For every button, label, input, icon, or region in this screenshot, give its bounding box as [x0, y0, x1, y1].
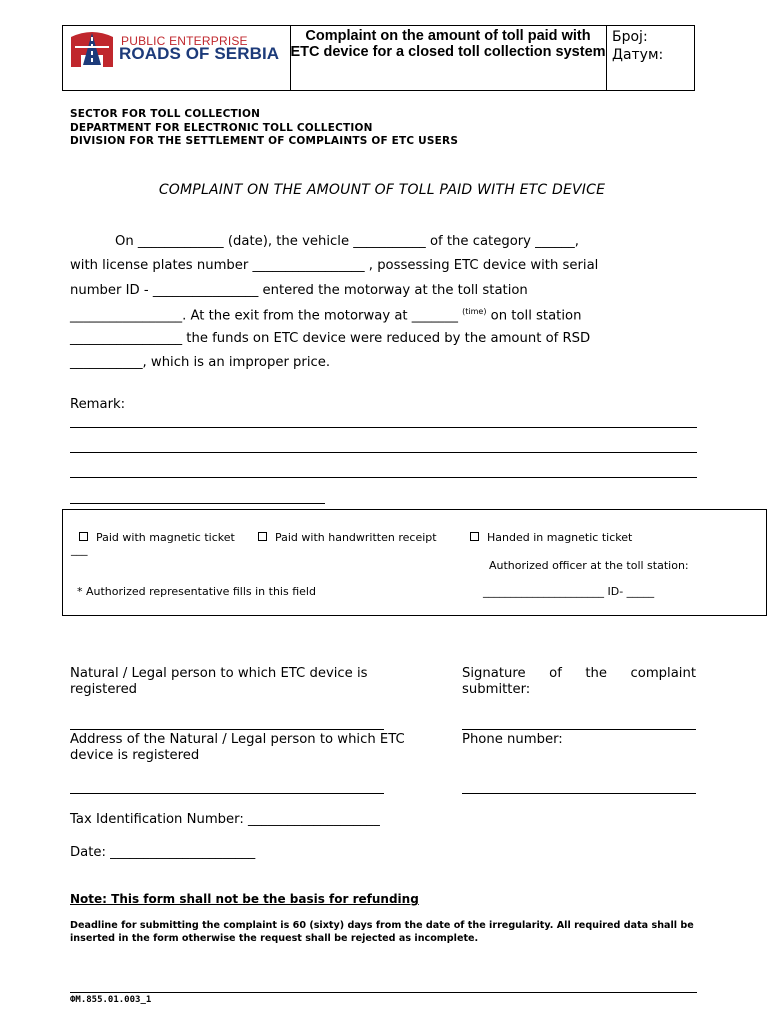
option-handwritten-receipt[interactable]: Paid with handwritten receipt	[258, 531, 437, 544]
signature-label: Signature of the complaint submitter:	[462, 666, 696, 697]
date-label: Датум:	[612, 47, 664, 63]
form-code: ФМ.855.01.003_1	[70, 995, 152, 1005]
officer-id-line[interactable]: ______________________ ID- _____	[483, 585, 655, 598]
date-field[interactable]: Date: ______________________	[70, 845, 256, 860]
owner-line[interactable]	[70, 729, 384, 730]
remark-line-4[interactable]	[70, 503, 325, 504]
option-magnetic-ticket[interactable]: Paid with magnetic ticket	[79, 531, 235, 544]
address-line[interactable]	[70, 793, 384, 794]
time-superscript: (time)	[462, 307, 487, 316]
phone-label: Phone number:	[462, 732, 563, 747]
body-line-6: ___________, which is an improper price.	[70, 355, 331, 370]
body-line-5: _________________ the funds on ETC device were reduced by the amount of RSD	[70, 331, 591, 346]
address-label: Address of the Natural / Legal person to which ETC device is registered	[70, 732, 405, 763]
logo-cell	[63, 26, 291, 90]
document-title: COMPLAINT ON THE AMOUNT OF TOLL PAID WITH ETC DEVICE	[158, 182, 606, 198]
department-line-1: SECTOR FOR TOLL COLLECTION	[70, 108, 261, 120]
body-line-3: number ID - ________________ entered the motorway at the toll station	[70, 283, 528, 298]
remark-label: Remark:	[70, 397, 126, 412]
logo-subtitle: PUBLIC ENTERPRISE	[121, 34, 248, 48]
remark-line-1[interactable]	[70, 427, 697, 428]
remark-line-2[interactable]	[70, 452, 697, 453]
trailing-blank: ___	[71, 543, 88, 556]
body-line-4	[70, 307, 696, 327]
option-handed-magnetic-ticket[interactable]: Handed in magnetic ticket	[470, 531, 632, 544]
representative-note: * Authorized representative fills in this field	[77, 585, 316, 598]
phone-line[interactable]	[462, 793, 696, 794]
checkbox-icon[interactable]	[79, 532, 88, 541]
form-title-cell: Complaint on the amount of toll paid with ETC device for a closed toll collection system	[290, 26, 607, 90]
number-label: Број:	[612, 29, 648, 45]
form-header	[62, 25, 695, 91]
body-line-4-text: _________________. At the exit from the motorway at _______	[70, 308, 458, 324]
body-line-4-end: on toll station	[490, 308, 582, 324]
department-line-3: DIVISION FOR THE SETTLEMENT OF COMPLAINTS OF ETC USERS	[70, 135, 459, 147]
tax-id-field[interactable]: Tax Identification Number: ____________________	[70, 812, 380, 827]
signature-line[interactable]	[462, 729, 696, 730]
logo-title: ROADS OF SERBIA	[119, 44, 280, 63]
department-line-2: DEPARTMENT FOR ELECTRONIC TOLL COLLECTION	[70, 122, 373, 134]
roads-of-serbia-logo-icon	[69, 29, 115, 69]
checkbox-icon[interactable]	[258, 532, 267, 541]
footer-divider	[70, 992, 697, 993]
remark-line-3[interactable]	[70, 477, 697, 478]
officer-label: Authorized officer at the toll station:	[489, 559, 689, 572]
owner-label: Natural / Legal person to which ETC device is registered	[70, 666, 368, 697]
refund-note: Note: This form shall not be the basis for refunding	[70, 892, 419, 906]
officer-field-box	[62, 509, 767, 616]
body-line-1: On _____________ (date), the vehicle ___________ of the category ______,	[115, 234, 579, 249]
body-line-2: with license plates number _________________ , possessing ETC device with serial	[70, 258, 599, 273]
number-date-cell	[608, 26, 694, 90]
checkbox-icon[interactable]	[470, 532, 479, 541]
deadline-text: Deadline for submitting the complaint is 60 (sixty) days from the date of the irregularity. All required data shall be inserted in the form otherwise the request shall be rejected as incomplete.	[70, 920, 694, 944]
